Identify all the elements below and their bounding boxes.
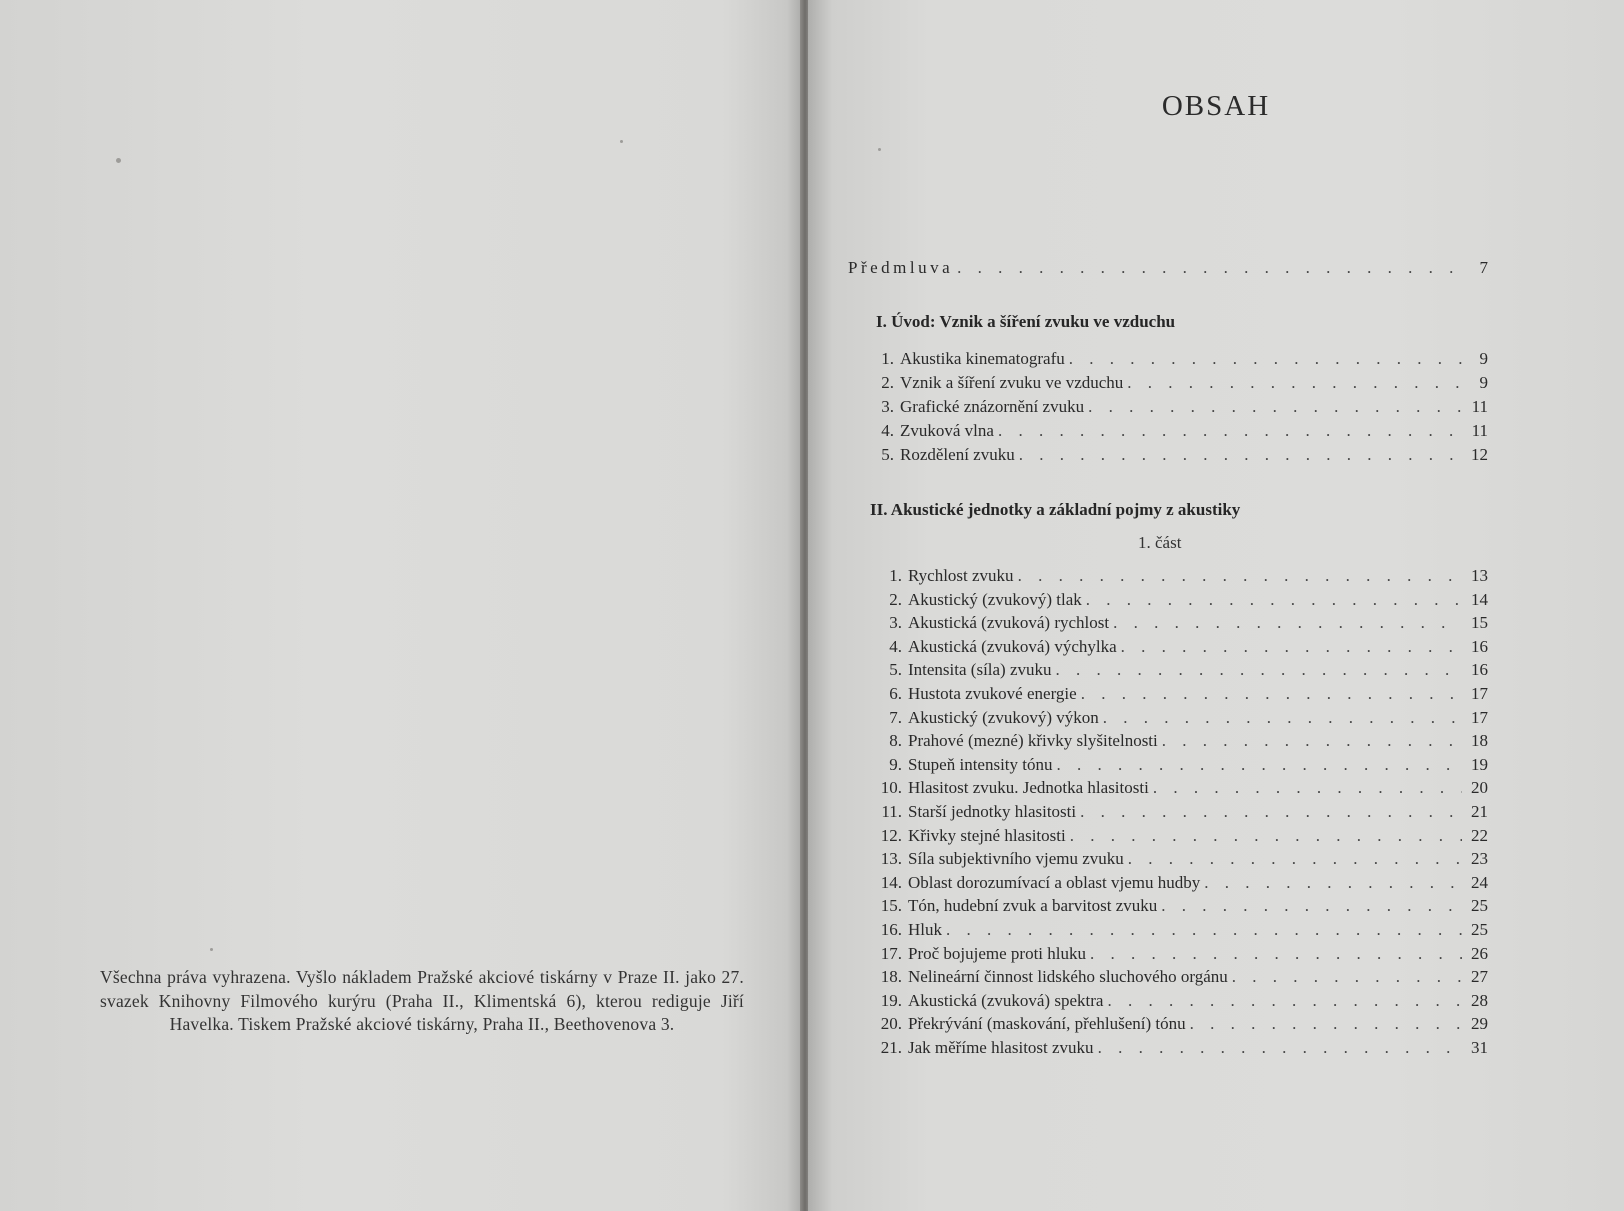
toc-entry-page: 16 [1471,636,1488,656]
leader-dots [957,257,1462,279]
leader-dots [1121,636,1462,658]
toc-entry-number: 12. [880,825,902,845]
toc-entry-number: 20. [880,1014,902,1034]
toc-entry-label: Prahové (mezné) křivky slyšitelnosti [908,731,1158,751]
toc-entry [874,683,1488,705]
toc-entry [874,919,1488,941]
toc-entry [874,636,1488,658]
toc-entry-label: Akustický (zvukový) tlak [908,589,1082,609]
toc-entry-number: 8. [889,731,902,751]
toc-entry-page: 25 [1471,920,1488,939]
leader-dots [1113,612,1462,634]
toc-entry-number: 17. [880,943,902,963]
toc-entry [866,444,1488,466]
toc-entry-page: 20 [1471,778,1488,798]
leader-dots [1153,777,1462,799]
leader-dots [1107,990,1462,1012]
toc-entry-label: Proč bojujeme proti hluku [908,943,1087,963]
toc-entry-label: Stupeň intensity tónu [908,754,1053,774]
paper-speck [878,148,881,151]
leader-dots [1018,565,1462,587]
toc-entry-number: 6. [889,684,902,703]
toc-entry [874,707,1488,729]
toc-entry-page: 16 [1471,660,1488,680]
toc-entry-label: Grafické znázornění zvuku [900,397,1085,416]
toc-entry-page: 21 [1471,802,1488,821]
toc-entry-label: Jak měříme hlasitost zvuku [908,1038,1094,1057]
toc-entry-label: Překrývání (maskování, přehlušení) tónu [908,1014,1186,1034]
toc-entry [874,730,1488,752]
toc-entry-label: Akustická (zvuková) rychlost [908,613,1110,633]
toc-entry-page: 11 [1471,421,1488,440]
toc-entry-page: 13 [1471,566,1488,585]
toc-entry [874,777,1488,799]
toc-entry-label: Akustická (zvuková) výchylka [908,636,1117,656]
toc-entry [874,565,1488,587]
toc-entry [874,848,1488,870]
toc-entry-number: 7. [889,707,902,727]
leader-dots [1098,1037,1462,1059]
toc-entry-number: 2. [889,589,902,609]
toc-entry-page: 17 [1471,684,1488,703]
imprint-notice: Všechna práva vyhrazena. Vyšlo nákladem Pražské akciové tiskárny v Praze II. jako 27. svazek Knihovny Filmového kurýru (Praha II., Klimentská 6), kterou rediguje Jiří Havelka. Tiskem Pražské akciové tiskárny, Praha II., Beethovenova 3. [100,967,744,1034]
toc-entry-page: 29 [1471,1014,1488,1034]
leader-dots [998,420,1462,442]
leader-dots [1056,659,1462,681]
toc-entry [874,1037,1488,1059]
toc-entry-page: 17 [1471,707,1488,727]
toc-entry [874,895,1488,917]
toc-entry-number: 1. [889,566,902,585]
toc-entry [874,612,1488,634]
toc-entry-page: 23 [1471,849,1488,869]
toc-entry [874,659,1488,681]
toc-entry-page: 9 [1479,349,1488,368]
toc-entry [874,990,1488,1012]
toc-entry-number: 9. [889,754,902,774]
toc-entry [874,825,1488,847]
toc-entry-page: 24 [1471,872,1488,892]
toc-entry [866,420,1488,442]
section-1-heading: I. Úvod: Vznik a šíření zvuku ve vzduchu [876,312,1176,331]
leader-dots [1057,754,1463,776]
toc-entry-number: 3. [889,613,902,633]
toc-preface-label: Předmluva [848,258,954,277]
toc-entry-label: Nelineární činnost lidského sluchového orgánu [908,967,1228,987]
leader-dots [1232,966,1462,988]
toc-entry-label: Síla subjektivního vjemu zvuku [908,849,1124,869]
toc-entry-number: 21. [880,1038,902,1057]
toc-entry [874,589,1488,611]
toc-entry-number: 11. [881,802,902,821]
leader-dots [946,919,1462,941]
toc-entry [866,372,1488,394]
toc-entry-number: 13. [880,849,902,869]
leader-dots [1088,396,1462,418]
toc-entry-number: 16. [880,920,902,939]
leader-dots [1081,683,1462,705]
leader-dots [1128,848,1462,870]
toc-entry-page: 9 [1479,373,1488,392]
toc-preface-page: 7 [1479,258,1488,277]
toc-title: OBSAH [1161,90,1271,122]
paper-speck [620,140,623,143]
toc-entry-number: 19. [880,990,902,1010]
toc-entry-label: Hluk [908,920,942,939]
toc-entry-page: 19 [1471,754,1488,774]
toc-entry-label: Zvuková vlna [900,421,994,440]
toc-entry-page: 18 [1471,731,1488,751]
leader-dots [1204,872,1462,894]
section-2-heading: II. Akustické jednotky a základní pojmy z akustiky [870,500,1241,519]
leader-dots [1190,1013,1462,1035]
leader-dots [1019,444,1462,466]
toc-entry [874,801,1488,823]
leader-dots [1090,943,1462,965]
toc-entry-page: 12 [1471,445,1488,464]
toc-entry-number: 15. [880,896,902,916]
toc-entry-label: Akustika kinematografu [900,349,1065,368]
toc-entry-number: 3. [881,397,894,416]
toc-entry-label: Křivky stejné hlasitosti [908,825,1066,845]
toc-entry [874,754,1488,776]
leader-dots [1103,707,1462,729]
toc-entry-label: Hustota zvukové energie [908,684,1077,703]
leader-dots [1162,730,1462,752]
toc-entry-number: 1. [881,349,894,368]
toc-entry-label: Akustická (zvuková) spektra [908,990,1104,1010]
toc-entry-page: 26 [1471,943,1488,963]
leader-dots [1069,348,1462,370]
toc-entry-number: 2. [881,373,894,392]
toc-entry-label: Akustický (zvukový) výkon [908,707,1099,727]
toc-entry [874,1013,1488,1035]
leader-dots [1070,825,1462,847]
toc-entry-number: 10. [880,778,902,798]
toc-entry-number: 4. [881,421,894,440]
leader-dots [1127,372,1462,394]
toc-entry-label: Intensita (síla) zvuku [908,660,1052,680]
toc-entry-page: 31 [1471,1038,1488,1057]
toc-entry-number: 18. [880,967,902,987]
toc-entry-label: Hlasitost zvuku. Jednotka hlasitosti [908,778,1149,798]
toc-entry-label: Starší jednotky hlasitosti [908,802,1077,821]
toc-entry [866,348,1488,370]
toc-entry [874,872,1488,894]
toc-entry [874,943,1488,965]
toc-entry-page: 15 [1471,613,1488,633]
toc-entry-label: Vznik a šíření zvuku ve vzduchu [900,373,1124,392]
paper-speck [210,948,213,951]
leader-dots [1080,801,1462,823]
toc-entry-page: 22 [1471,825,1488,845]
toc-preface-row [848,257,1488,279]
toc-entry-number: 4. [889,636,902,656]
toc-entry-number: 5. [889,660,902,680]
toc-entry-page: 11 [1471,397,1488,416]
toc-entry [866,396,1488,418]
toc-entry-label: Rychlost zvuku [908,566,1014,585]
leader-dots [1086,589,1462,611]
section-2-subheading: 1. část [1138,533,1182,552]
toc-entry [874,966,1488,988]
leader-dots [1161,895,1462,917]
toc-entry-number: 5. [881,445,894,464]
toc-entry-number: 14. [880,872,902,892]
toc-entry-page: 14 [1471,589,1488,609]
toc-entry-label: Oblast dorozumívací a oblast vjemu hudby [908,872,1201,892]
paper-speck [116,158,121,163]
toc-entry-label: Tón, hudební zvuk a barvitost zvuku [908,896,1158,916]
toc-entry-page: 25 [1471,896,1488,916]
toc-entry-label: Rozdělení zvuku [900,445,1015,464]
toc-entry-page: 28 [1471,990,1488,1010]
toc-entry-page: 27 [1471,967,1488,987]
